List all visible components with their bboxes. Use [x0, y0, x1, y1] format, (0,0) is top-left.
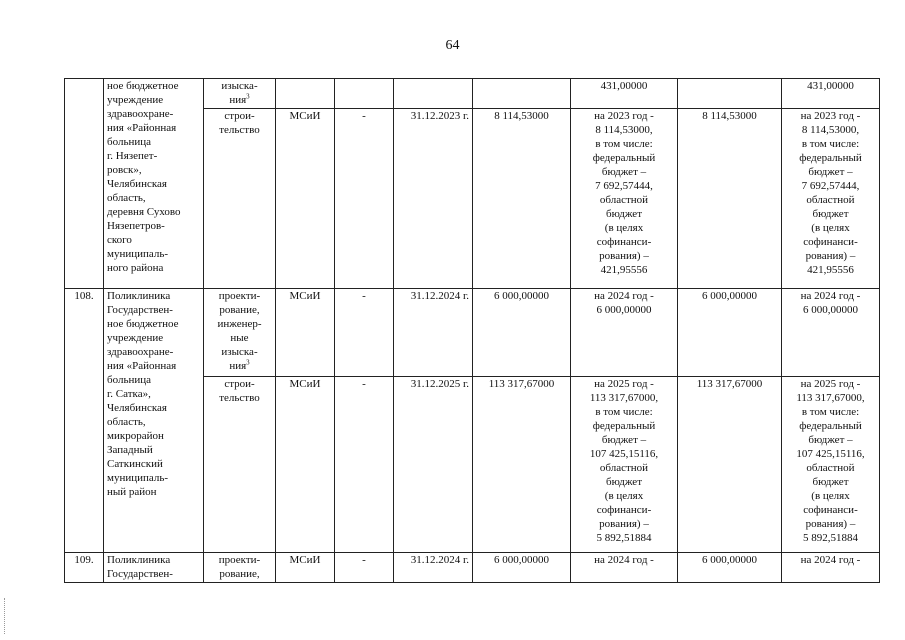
- breakdown-total: 431,00000: [782, 79, 880, 109]
- work-type: проекти- рование, инженер- ные изыска- ния$^3$: [204, 289, 276, 377]
- deadline-date: 31.12.2024 г.: [394, 553, 473, 583]
- dash-cell: -: [335, 109, 394, 289]
- amount: 113 317,67000: [473, 377, 571, 553]
- agency: МСиИ: [276, 289, 335, 377]
- deadline-date: 31.12.2023 г.: [394, 109, 473, 289]
- table-row: [65, 79, 880, 109]
- breakdown-total: на 2024 год -: [782, 553, 880, 583]
- page-number: 64: [445, 38, 460, 53]
- breakdown-total: на 2025 год - 113 317,67000, в том числе: федеральный бюджет – 107 425,15116, областной бюджет (в целях софинанси- рования) – 5 892,51884: [782, 377, 880, 553]
- object-name: ное бюджетное учреждение здравоохране- ния «Районная больница г. Нязепет- ровск», Челябинская область, деревня Сухово Нязепетров- ского муниципаль- ного района: [104, 79, 204, 289]
- dash-cell: -: [335, 289, 394, 377]
- deadline-date: [394, 79, 473, 109]
- amount: 6 000,00000: [473, 553, 571, 583]
- amount: 6 000,00000: [473, 289, 571, 377]
- deadline-date: 31.12.2025 г.: [394, 377, 473, 553]
- amount-total: 113 317,67000: [678, 377, 782, 553]
- amount-total: 6 000,00000: [678, 289, 782, 377]
- agency: МСиИ: [276, 377, 335, 553]
- amount-total: 8 114,53000: [678, 109, 782, 289]
- work-type: проекти- рование,: [204, 553, 276, 583]
- work-type: строи- тельство: [204, 377, 276, 553]
- breakdown: на 2024 год - 6 000,00000: [571, 289, 678, 377]
- investment-table: [64, 78, 880, 583]
- scan-edge-mark: [4, 598, 7, 634]
- amount: [473, 79, 571, 109]
- amount: 8 114,53000: [473, 109, 571, 289]
- row-number: 108.: [65, 289, 104, 553]
- breakdown: на 2024 год -: [571, 553, 678, 583]
- dash-cell: -: [335, 553, 394, 583]
- table-row: [65, 553, 880, 583]
- agency: МСиИ: [276, 109, 335, 289]
- breakdown-total: на 2024 год - 6 000,00000: [782, 289, 880, 377]
- breakdown: на 2025 год - 113 317,67000, в том числе: федеральный бюджет – 107 425,15116, областной бюджет (в целях софинанси- рования) – 5 892,51884: [571, 377, 678, 553]
- deadline-date: 31.12.2024 г.: [394, 289, 473, 377]
- row-number: 109.: [65, 553, 104, 583]
- dash-cell: [335, 79, 394, 109]
- breakdown-total: на 2023 год - 8 114,53000, в том числе: федеральный бюджет – 7 692,57444, областной бюджет (в целях софинанси- рования) – 421,95556: [782, 109, 880, 289]
- object-name: Поликлиника Государствен- ное бюджетное учреждение здравоохране- ния «Районная больница г. Сатка», Челябинская область, микрорайон Западный Саткинский муниципаль- ный район: [104, 289, 204, 553]
- work-type: строи- тельство: [204, 109, 276, 289]
- agency: [276, 79, 335, 109]
- breakdown: 431,00000: [571, 79, 678, 109]
- amount-total: 6 000,00000: [678, 553, 782, 583]
- work-type: изыска- ния$^3$: [204, 79, 276, 109]
- table-row: [65, 289, 880, 377]
- row-number: [65, 79, 104, 289]
- amount-total: [678, 79, 782, 109]
- agency: МСиИ: [276, 553, 335, 583]
- breakdown: на 2023 год - 8 114,53000, в том числе: федеральный бюджет – 7 692,57444, областной бюджет (в целях софинанси- рования) – 421,95556: [571, 109, 678, 289]
- object-name: Поликлиника Государствен-: [104, 553, 204, 583]
- dash-cell: -: [335, 377, 394, 553]
